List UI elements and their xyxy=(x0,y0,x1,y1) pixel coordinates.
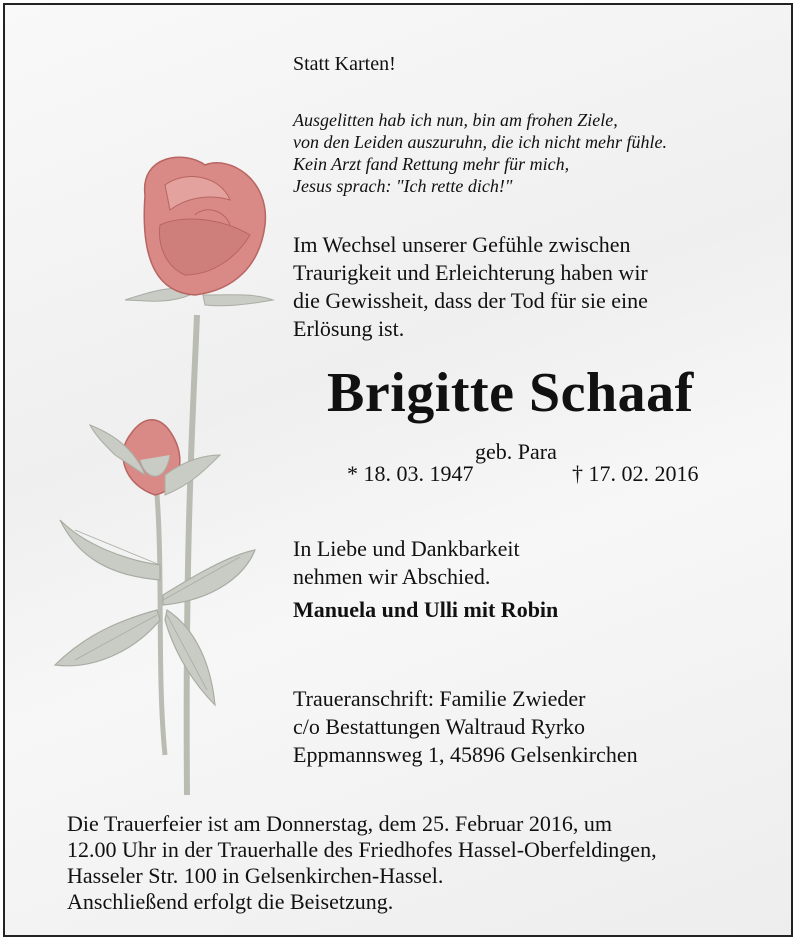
message-paragraph xyxy=(293,231,648,343)
message-line: Im Wechsel unserer Gefühle zwischen xyxy=(293,232,631,257)
address-line: Eppmannsweg 1, 45896 Gelsenkirchen xyxy=(293,742,638,767)
mourning-address xyxy=(293,685,638,769)
bud-stem xyxy=(157,495,165,755)
leaf-right-upper xyxy=(163,550,255,605)
main-stem xyxy=(187,315,197,795)
family-names: Manuela und Ulli mit Robin xyxy=(293,597,559,622)
rose-illustration xyxy=(45,155,295,815)
farewell-text xyxy=(293,535,520,591)
death-date: † 17. 02. 2016 xyxy=(572,461,699,486)
leaf-left-lower xyxy=(55,610,160,666)
message-line: die Gewissheit, dass der Tod für sie eine xyxy=(293,288,648,313)
address-line: Traueranschrift: Familie Zwieder xyxy=(293,686,586,711)
maiden-name: geb. Para xyxy=(475,439,557,464)
rose-bud xyxy=(90,420,220,495)
ceremony-line: Anschließend erfolgt die Beisetzung. xyxy=(67,889,394,914)
intro-line: Statt Karten! xyxy=(293,53,396,75)
farewell-line: nehmen wir Abschied. xyxy=(293,564,491,589)
rose-flower-top xyxy=(144,157,265,295)
ceremony-line: Die Trauerfeier ist am Donnerstag, dem 25. Februar 2016, um xyxy=(67,811,612,836)
obituary-notice xyxy=(3,3,793,937)
deceased-name: Brigitte Schaaf xyxy=(327,362,694,424)
poem-line: Kein Arzt fand Rettung mehr für mich, xyxy=(293,154,570,174)
poem-line: von den Leiden auszuruhn, die ich nicht mehr fühle. xyxy=(293,132,667,152)
poem-line: Ausgelitten hab ich nun, bin am frohen Ziele, xyxy=(293,110,618,130)
ceremony-line: Hasseler Str. 100 in Gelsenkirchen-Hassel. xyxy=(67,863,444,888)
message-line: Erlösung ist. xyxy=(293,316,405,341)
leaf-left-upper xyxy=(60,520,160,580)
poem-line: Jesus sprach: "Ich rette dich!" xyxy=(293,176,513,196)
address-line: c/o Bestattungen Waltraud Ryrko xyxy=(293,714,586,739)
poem xyxy=(293,109,667,197)
ceremony-line: 12.00 Uhr in der Trauerhalle des Friedhofes Hassel-Oberfeldingen, xyxy=(67,837,657,862)
farewell-line: In Liebe und Dankbarkeit xyxy=(293,536,520,561)
message-line: Traurigkeit und Erleichterung haben wir xyxy=(293,260,648,285)
birth-date: * 18. 03. 1947 xyxy=(347,461,474,486)
ceremony-info xyxy=(67,811,657,915)
